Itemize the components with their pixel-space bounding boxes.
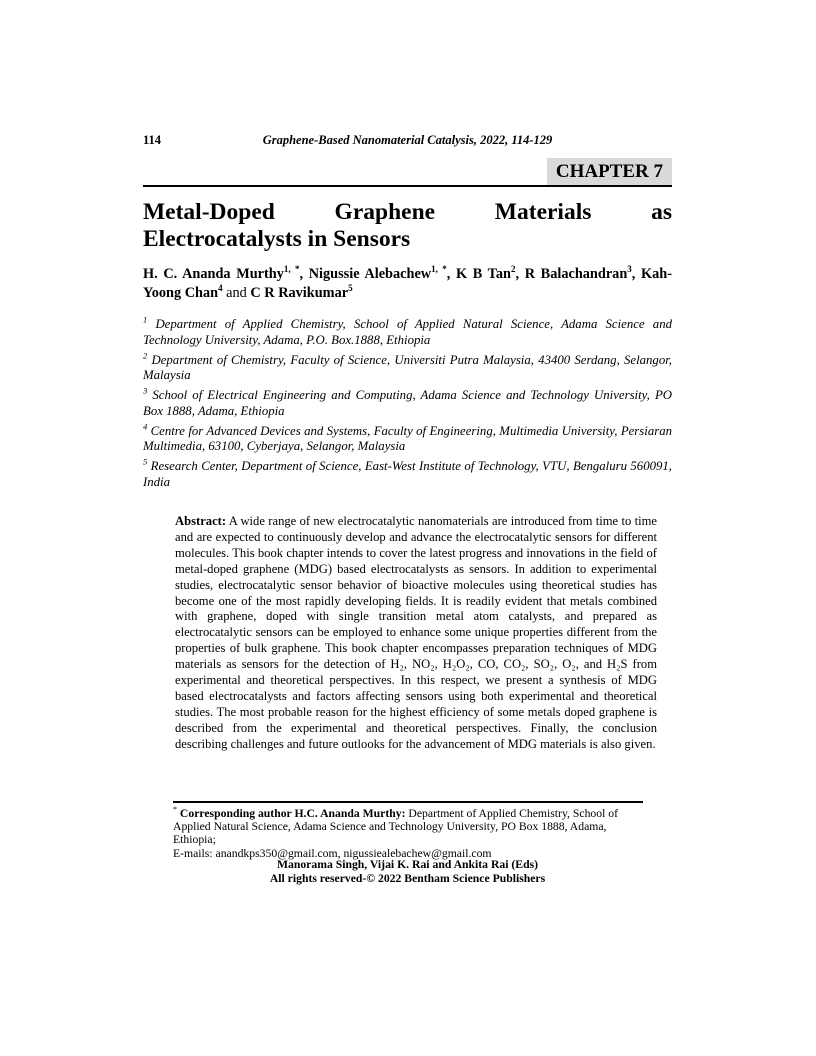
affiliation (143, 456, 672, 490)
author-affiliation-marker: 3 (627, 264, 632, 275)
author-name: Nigussie Alebachew (308, 266, 432, 282)
affiliation (143, 314, 672, 348)
affiliation-number: 5 (143, 456, 148, 467)
page-header (143, 133, 672, 149)
footnote-text (173, 807, 643, 847)
author-separator: , (446, 266, 456, 282)
abstract-text: A wide range of new electrocatalytic nanomaterials are introduced from time to time and are expected to continuously develop and advance the electrocatalytic sensors for different molecules. This book chapter intends to cover the latest progress and innovations in the field of metal-doped graphene (MDG) based electrocatalysts as sensors. In addition to experimental studies, electrocatalytic sensor behavior of bioactive molecules using theoretical studies has become one of the most rapidly developing fields. It is readily evident that metals combined with graphene, doped with single transition metal atom catalysts, and prepared as electrocatalytic sensors can be employed to enhance some unique properties different from the properties of bulk graphene. This book chapter encompasses preparation techniques of MDG materials as sensors for the detection of H₂, NO₂, H₂O₂, CO, CO₂, SO₂, O₂, and H₂S from experimental and theoretical perspectives. In this respect, we present a synthesis of MDG based electrocatalysts and factors affecting sensors using both experimental and theoretical studies. The most probable reason for the highest efficiency of some metals doped graphene is described from the experimental and theoretical perspectives. Finally, the conclusion describing challenges and future outlooks for the advancement of MDG materials is also given. (175, 514, 657, 751)
affiliation-text: School of Electrical Engineering and Computing, Adama Science and Technology University, PO Box 1888, Adama, Ethiopia (143, 388, 672, 418)
chapter-title-line2: Electrocatalysts in Sensors (143, 225, 411, 252)
footnote-emails: E-mails: anandkps350@gmail.com, nigussiealebachew@gmail.com (173, 846, 492, 860)
affiliation-text: Research Center, Department of Science, East-West Institute of Technology, VTU, Bengaluru 560091, India (143, 459, 672, 489)
author-separator: and (222, 284, 251, 301)
affiliation-text: Department of Applied Chemistry, School of Applied Natural Science, Adama Science and Technology University, Adama, P.O. Box.1888, Ethiopia (143, 317, 672, 347)
abstract-label: Abstract: (175, 514, 227, 528)
chapter-title (143, 199, 672, 252)
author-affiliation-marker: 1, * (431, 264, 447, 275)
chapter-label: CHAPTER 7 (547, 158, 672, 185)
author-list (143, 265, 672, 302)
affiliation-number: 4 (143, 421, 148, 432)
affiliation-list (143, 314, 673, 490)
author-affiliation-marker: 1, * (283, 264, 300, 275)
author-affiliation-marker: 5 (348, 282, 353, 293)
affiliation-number: 1 (143, 314, 148, 325)
author-affiliation-marker: 4 (218, 282, 223, 293)
rights-line: All rights reserved-© 2022 Bentham Science Publishers (269, 871, 546, 885)
author-name: Kah-Yoong Chan (143, 266, 672, 301)
author-name: C R Ravikumar (250, 284, 349, 301)
affiliation (143, 385, 672, 419)
author-affiliation-marker: 2 (510, 264, 516, 275)
affiliation (143, 350, 672, 384)
affiliation-text: Department of Chemistry, Faculty of Science, Universiti Putra Malaysia, 43400 Serdang, Selangor, Malaysia (143, 352, 672, 382)
affiliation-text: Centre for Advanced Devices and Systems, Faculty of Engineering, Multimedia University, Persiaran Multimedia, 63100, Cyberjaya, Selangor, Malaysia (143, 423, 673, 453)
page-number: 114 (143, 133, 162, 147)
footnote-marker: * (173, 805, 177, 815)
author-name: H. C. Ananda Murthy (143, 266, 284, 282)
affiliation-number: 2 (143, 350, 148, 361)
editors-line: Manorama Singh, Vijai K. Rai and Ankita Rai (Eds) (276, 858, 539, 871)
footnote-address: Department of Applied Chemistry, School of Applied Natural Science, Adama Science and Technology University, PO Box 1888, Adama, Ethiopia; (173, 807, 619, 847)
publisher-note (143, 858, 672, 886)
footnote (173, 801, 643, 860)
running-title: Graphene-Based Nanomaterial Catalysis, 2022, 114-129 (262, 133, 553, 147)
author-separator: , (299, 266, 309, 282)
footnote-corresponding-author: Corresponding author H.C. Ananda Murthy: (179, 807, 406, 820)
author-separator: , (631, 266, 642, 282)
affiliation (143, 421, 673, 455)
author-name: K B Tan (455, 266, 511, 282)
author-name: R Balachandran (524, 266, 628, 282)
abstract (175, 514, 657, 753)
chapter-title-line1: Metal-Doped Graphene Materials as (143, 199, 672, 225)
chapter-banner (143, 158, 672, 187)
author-separator: , (515, 266, 525, 282)
affiliation-number: 3 (143, 385, 148, 396)
